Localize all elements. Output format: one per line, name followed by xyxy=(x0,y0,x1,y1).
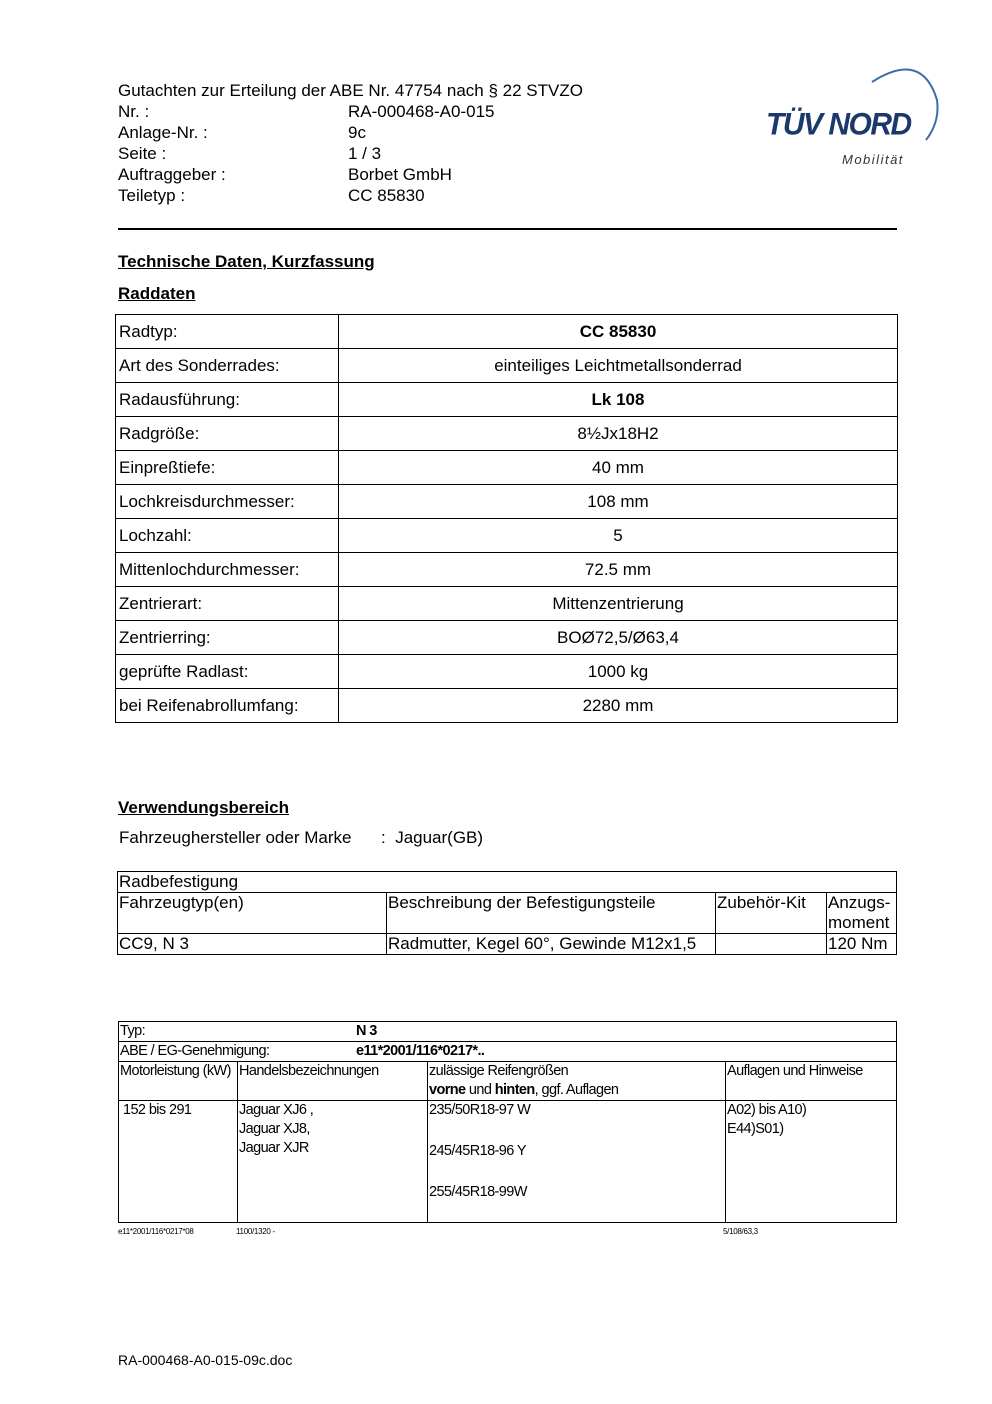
row-value: Mittenzentrierung xyxy=(339,587,898,621)
names-cell xyxy=(238,1101,428,1223)
table-header-row xyxy=(118,893,897,934)
column-header: Beschreibung der Befestigungsteile xyxy=(387,893,716,934)
table-header-row xyxy=(119,1062,897,1101)
logo-wordmark: TÜV NORD xyxy=(766,107,911,142)
section-title-raddaten: Raddaten xyxy=(118,284,196,303)
power-cell xyxy=(119,1101,238,1223)
tires-header-line2 xyxy=(429,1081,724,1100)
table-row xyxy=(116,451,898,485)
und-label: und xyxy=(465,1082,495,1098)
table-row xyxy=(116,315,898,349)
fastening-table xyxy=(117,871,897,955)
trade-name: Jaguar XJR xyxy=(239,1140,309,1156)
table-row xyxy=(118,872,897,893)
row-label: Radgröße: xyxy=(116,417,339,451)
row-label: Zentrierart: xyxy=(116,587,339,621)
header-label: Nr. : xyxy=(118,102,150,121)
typ-label: Typ: xyxy=(120,1023,145,1039)
header-value: CC 85830 xyxy=(348,186,425,205)
table-row xyxy=(116,383,898,417)
document-header xyxy=(118,80,583,206)
table-row xyxy=(116,349,898,383)
header-row-nr xyxy=(118,101,583,122)
table-row xyxy=(119,1022,897,1042)
table-row xyxy=(118,934,897,955)
row-value: 40 mm xyxy=(339,451,898,485)
row-value: 72.5 mm xyxy=(339,553,898,587)
abe-cell xyxy=(119,1042,897,1062)
abe-value: e11*2001/116*0217*.. xyxy=(356,1043,485,1059)
column-header: Handelsbezeichnungen xyxy=(238,1062,428,1101)
table-cell: CC9, N 3 xyxy=(118,934,387,955)
row-label: Art des Sonderrades: xyxy=(116,349,339,383)
row-value: 1000 kg xyxy=(339,655,898,689)
header-label: Seite : xyxy=(118,144,167,163)
column-header: Fahrzeugtyp(en) xyxy=(118,893,387,934)
table-row xyxy=(116,587,898,621)
header-label: Anlage-Nr. : xyxy=(118,123,208,142)
table-row xyxy=(116,485,898,519)
abe-label: ABE / EG-Genehmigung: xyxy=(120,1043,270,1059)
notes-cell xyxy=(726,1101,897,1223)
rest-label: , ggf. Auflagen xyxy=(534,1082,619,1098)
table-row xyxy=(119,1042,897,1062)
wheel-data-table xyxy=(115,314,898,723)
trade-name: Jaguar XJ6 , xyxy=(239,1102,314,1118)
power-value: 152 bis 291 xyxy=(123,1102,192,1118)
note: E44)S01) xyxy=(727,1121,784,1137)
tuv-nord-logo xyxy=(762,60,942,172)
row-value: 108 mm xyxy=(339,485,898,519)
row-label: Radtyp: xyxy=(116,315,339,349)
table-row xyxy=(116,553,898,587)
table-row xyxy=(116,655,898,689)
row-value: BOØ72,5/Ø63,4 xyxy=(339,621,898,655)
header-value: 9c xyxy=(348,123,366,142)
report-title: Gutachten zur Erteilung der ABE Nr. 47754 nach § 22 STVZO xyxy=(118,81,583,100)
row-value: einteiliges Leichtmetallsonderrad xyxy=(339,349,898,383)
header-row-auftraggeber xyxy=(118,164,583,185)
trade-name: Jaguar XJ8, xyxy=(239,1121,310,1137)
tires-cell xyxy=(428,1101,726,1223)
column-header: Anzugs- moment xyxy=(827,893,897,934)
table-row xyxy=(116,689,898,723)
table-row xyxy=(116,417,898,451)
header-row-teiletyp xyxy=(118,185,583,206)
header-divider xyxy=(118,228,897,230)
note: A02) bis A10) xyxy=(727,1102,807,1118)
column-header: Motorleistung (kW) xyxy=(119,1062,238,1101)
row-label: Einpreßtiefe: xyxy=(116,451,339,485)
row-label: Radausführung: xyxy=(116,383,339,417)
header-label: Auftraggeber : xyxy=(118,165,226,184)
hinten-label: hinten xyxy=(494,1082,535,1098)
column-header: Auflagen und Hinweise xyxy=(726,1062,897,1101)
column-header: Zubehör-Kit xyxy=(716,893,827,934)
typ-cell xyxy=(119,1022,897,1042)
row-value: Lk 108 xyxy=(339,383,898,417)
document-filename: RA-000468-A0-015-09c.doc xyxy=(118,1352,293,1368)
tire-size: 245/45R18-96 Y xyxy=(429,1143,526,1159)
logo-subtitle: Mobilität xyxy=(842,152,904,167)
header-value: Borbet GmbH xyxy=(348,165,452,184)
column-header-tires xyxy=(428,1062,726,1101)
row-label: Mittenlochdurchmesser: xyxy=(116,553,339,587)
fastening-caption: Radbefestigung xyxy=(118,872,897,893)
manufacturer-label: Fahrzeughersteller oder Marke xyxy=(119,828,352,847)
header-label: Teiletyp : xyxy=(118,186,186,205)
tire-size: 255/45R18-99W xyxy=(429,1184,527,1200)
tire-size: 235/50R18-97 W xyxy=(429,1102,531,1118)
table-cell: 120 Nm xyxy=(827,934,897,955)
table-row xyxy=(116,621,898,655)
footnote-load: 1100/1320 - xyxy=(236,1227,275,1236)
vehicle-type-table xyxy=(118,1021,897,1223)
section-title-usage: Verwendungsbereich xyxy=(118,798,289,817)
row-value: CC 85830 xyxy=(339,315,898,349)
row-label: bei Reifenabrollumfang: xyxy=(116,689,339,723)
row-value: 2280 mm xyxy=(339,689,898,723)
header-row-seite xyxy=(118,143,583,164)
section-title-technical: Technische Daten, Kurzfassung xyxy=(118,252,375,271)
manufacturer-sep: : xyxy=(381,828,386,847)
header-value: RA-000468-A0-015 xyxy=(348,102,495,121)
manufacturer-value: Jaguar(GB) xyxy=(395,828,484,847)
vorne-label: vorne xyxy=(429,1082,466,1098)
header-row-anlage xyxy=(118,122,583,143)
header-value: 1 / 3 xyxy=(348,144,382,163)
table-row xyxy=(119,1101,897,1223)
row-label: Lochkreisdurchmesser: xyxy=(116,485,339,519)
table-cell xyxy=(716,934,827,955)
manufacturer-line xyxy=(119,828,483,848)
typ-value: N 3 xyxy=(356,1023,377,1039)
row-label: Zentrierring: xyxy=(116,621,339,655)
footnote-bolt: 5/108/63,3 xyxy=(723,1227,758,1236)
tires-header-line1: zulässige Reifengrößen xyxy=(429,1063,569,1079)
table-row xyxy=(116,519,898,553)
footnote-abe: e11*2001/116*0217*08 xyxy=(118,1227,194,1236)
row-value: 8½Jx18H2 xyxy=(339,417,898,451)
table-cell: Radmutter, Kegel 60°, Gewinde M12x1,5 xyxy=(387,934,716,955)
row-label: geprüfte Radlast: xyxy=(116,655,339,689)
row-value: 5 xyxy=(339,519,898,553)
row-label: Lochzahl: xyxy=(116,519,339,553)
